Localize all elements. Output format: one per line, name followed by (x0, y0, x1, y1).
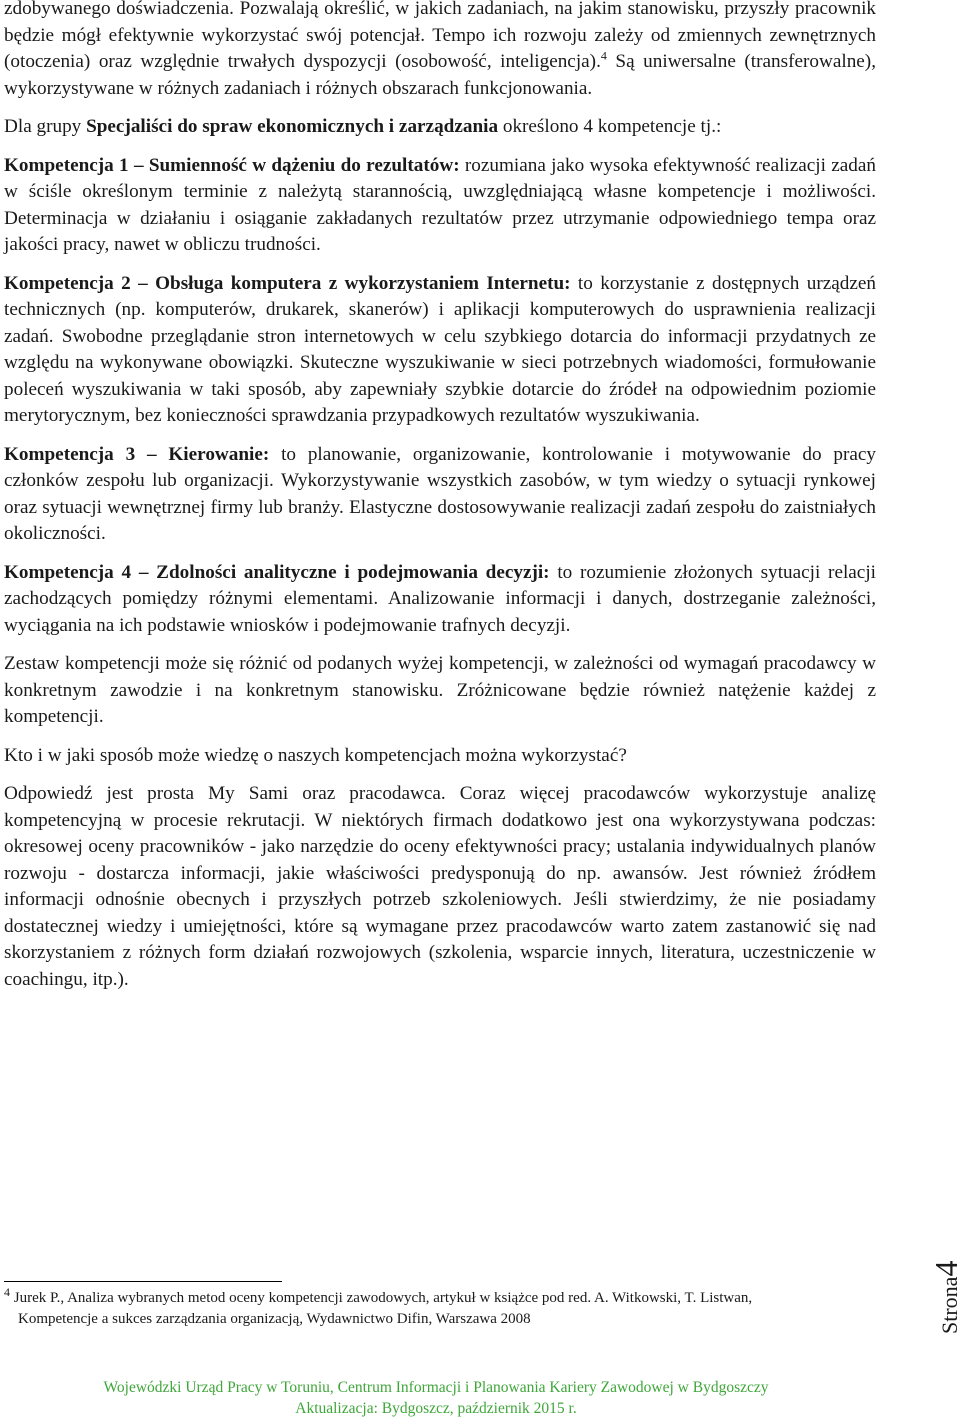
competency-4 (4, 560, 876, 640)
competency-2-title: Kompetencja 2 – Obsługa komputera z wykorzystaniem Internetu: (4, 272, 571, 294)
paragraph-answer: Odpowiedź jest prosta My Sami oraz pracodawca. Coraz więcej pracodawców wykorzystuje analizę kompetencyjną w procesie rekrutacji. W niektórych firmach dodatkowo jest ona wykorzystywana podczas: okresowej oceny pracowników - jako narzędzie do oceny efektywności pracy; ustalania indywidualnych planów rozwoju - dostarcza informacji, jakie właściwości predysponują do np. awansów. Jest również źródłem informacji odnośnie obecnych i przyszłych potrzeb szkoleniowych. Jeśli stwierdzimy, że nie posiadamy dostatecznej wiedzy i umiejętności, które są wymagane przez pracodawców warto zatem zastanowić się nad skorzystaniem z różnych form działań rozwojowych (szkolenia, wsparcie innych, literatura, uczestniczenie w coachingu, itp.). (4, 783, 876, 990)
competency-1-text: rozumiana jako wysoka efektywność realizacji zadań w ściśle określonym terminie z należytą starannością, uwzględniającą własne kompetencje i możliwości. Determinacja w działaniu i osiąganie zakładanych rezultatów przez utrzymanie odpowiedniego tempa oraz jakości pracy, nawet w obliczu trudności. (4, 154, 876, 255)
footer-update-date: Aktualizacja: Bydgoszcz, październik 2015 r. (295, 1400, 577, 1417)
paragraph-group-pre: Dla grupy (4, 116, 87, 137)
footer-institution: Wojewódzki Urząd Pracy w Toruniu, Centrum Informacji i Planowania Kariery Zawodowej w Bydgoszczy (103, 1379, 769, 1396)
competency-4-text: to rozumienie złożonych sytuacji relacji zachodzących pomiędzy różnymi elementami. Analizowanie informacji i danych, dostrzeganie zależności, wyciągania na ich podstawie wniosków i podejmowanie trafnych decyzji. (4, 561, 876, 636)
competency-2-text: to korzystanie z dostępnych urządzeń technicznych (np. komputerów, drukarek, skanerów) i aplikacji komputerowych do usprawnienia realizacji zadań. Swobodne przeglądanie stron internetowych w celu szybkiego dotarcia do informacji przydatnych ze względu na wykonywane obowiązki. Skuteczne wyszukiwanie w sieci potrzebnych wiadomości, formułowanie poleceń wyszukiwania w taki sposób, aby zapewniały szybkie dotarcie do źródeł na odpowiednim poziomie merytorycznym, bez konieczności sprawdzania przypadkowych rezultatów wyszukiwania. (4, 272, 876, 426)
competency-3-text: to planowanie, organizowanie, kontrolowanie i motywowanie do pracy członków zespołu lub organizacji. Wykorzystywanie wszystkich zasobów, w tym wiedzy o sytuacji rynkowej oraz sytuacji wewnętrznej firmy lub branży. Elastyczne dostosowywanie realizacji zadań zespołu do zaistniałych okoliczności. (4, 443, 876, 544)
footnote-text-line1: Jurek P., Analiza wybranych metod oceny kompetencji zawodowych, artykuł w książce pod red. A. Witkowski, T. Listwan, (10, 1290, 753, 1306)
document-body (4, 0, 876, 1005)
paragraph-intro-text-cont: Są uniwersalne (transferowalne), wykorzystywane w różnych zadaniach i różnych obszarach funkcjonowania. (4, 51, 876, 99)
paragraph-intro (4, 0, 876, 102)
paragraph-group-post: określono 4 kompetencje tj.: (498, 116, 722, 137)
competency-3 (4, 442, 876, 548)
footnote-reference: 4 (600, 48, 607, 63)
paragraph-competency-set: Zestaw kompetencji może się różnić od podanych wyżej kompetencji, w zależności od wymagań pracodawcy w konkretnym zawodzie i na konkretnym stanowisku. Zróżnicowane będzie również natężenie każdej z kompetencji. (4, 653, 876, 727)
page-word: Strona (937, 1276, 962, 1334)
page-number: 4 (928, 1260, 964, 1277)
competency-2 (4, 271, 876, 430)
paragraph-intro-text: zdobywanego doświadczenia. Pozwalają określić, w jakich zadaniach, na jakim stanowisku, przyszły pracownik będzie mógł efektywnie wykorzystać swój potencjał. Tempo ich rozwoju zależy od zmiennych zewnętrznych (otoczenia) oraz względnie trwałych dyspozycji (osobowość, inteligencja). (4, 0, 876, 72)
footnote (4, 1285, 884, 1330)
paragraph-group (4, 114, 876, 141)
paragraph-group-name: Specjaliści do spraw ekonomicznych i zarządzania (86, 116, 499, 137)
footnote-text-line2: Kompetencje a sukces zarządzania organizacją, Wydawnictwo Difin, Warszawa 2008 (18, 1311, 531, 1327)
page-number-label (928, 1244, 964, 1334)
footnote-divider (4, 1281, 282, 1282)
paragraph-question: Kto i w jaki sposób może wiedzę o naszych kompetencjach można wykorzystać? (4, 744, 627, 766)
competency-4-title: Kompetencja 4 – Zdolności analityczne i podejmowania decyzji: (4, 561, 550, 583)
competency-1-title: Kompetencja 1 – Sumienność w dążeniu do rezultatów: (4, 154, 460, 176)
footnote-number: 4 (4, 1285, 10, 1299)
competency-1 (4, 153, 876, 259)
competency-3-title: Kompetencja 3 – Kierowanie: (4, 443, 270, 465)
